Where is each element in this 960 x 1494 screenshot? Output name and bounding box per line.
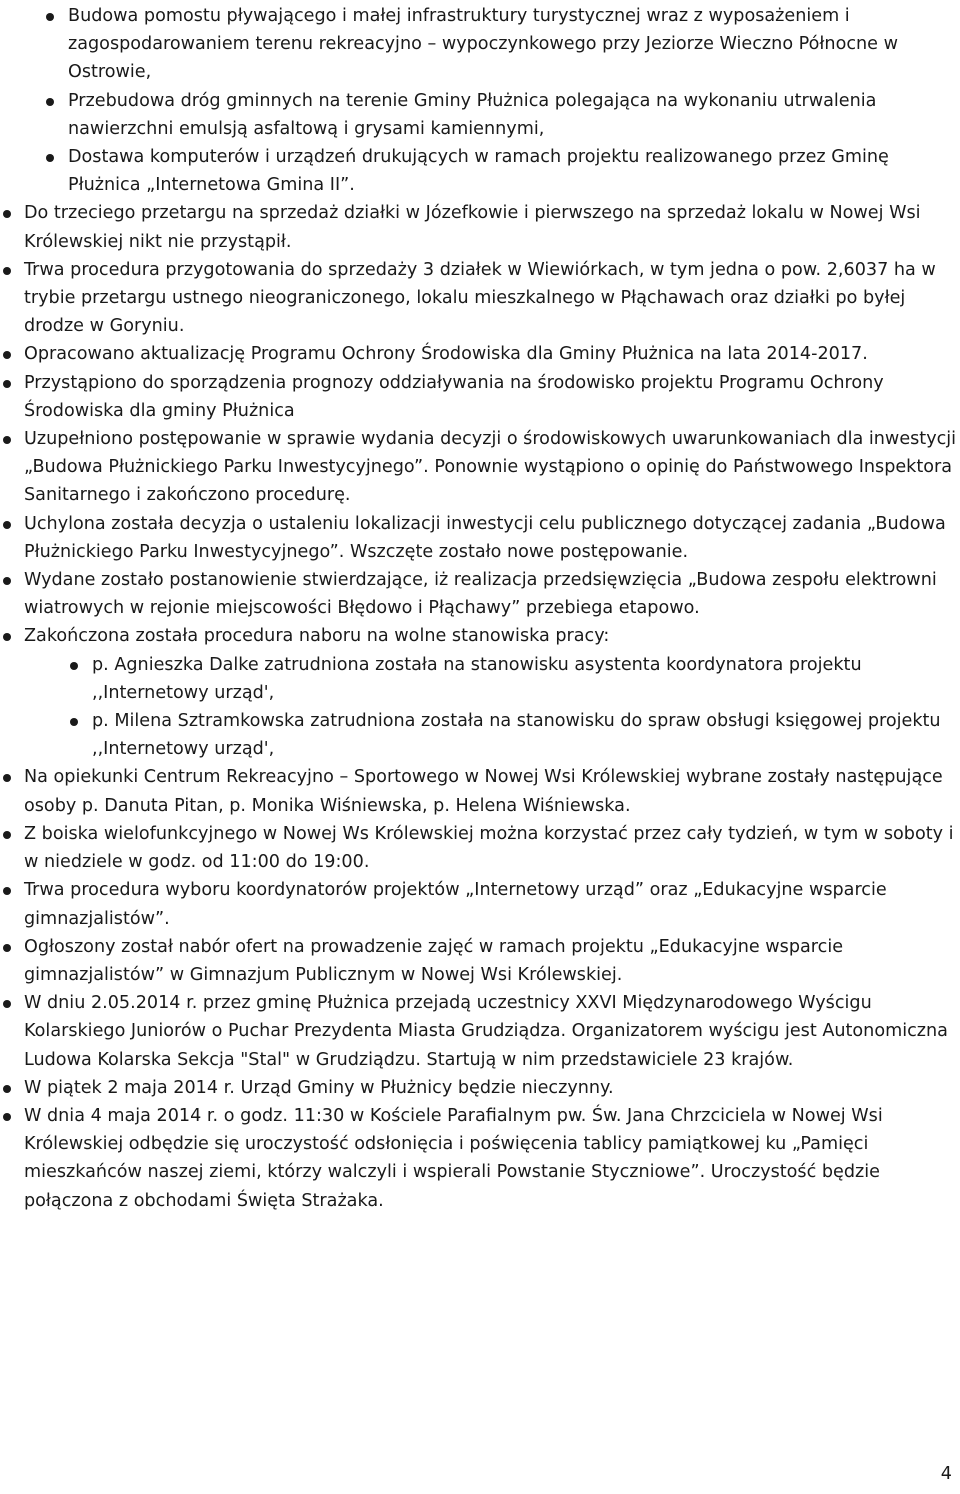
bullet-icon (46, 154, 54, 162)
list-item (0, 340, 958, 368)
list-item-text: Przystąpiono do sporządzenia prognozy oddziaływania na środowisko projektu Programu Ochrony Środowiska dla gminy Płużnica (24, 372, 884, 421)
list-item-text: Ogłoszony został nabór ofert na prowadzenie zajęć w ramach projektu „Edukacyjne wsparcie gimnazjalistów” w Gimnazjum Publicznym w Nowej Wsi Królewskiej. (24, 936, 844, 985)
bullet-icon (3, 436, 11, 444)
list-item-text: Uchylona została decyzja o ustaleniu lokalizacji inwestycji celu publicznego dotyczącej zadania „Budowa Płużnickiego Parku Inwestycyjnego”. Wszczęte zostało nowe postępowanie. (24, 513, 946, 562)
list-item (0, 1074, 958, 1102)
list-item-text: Przebudowa dróg gminnych na terenie Gminy Płużnica polegająca na wykonaniu utrwalenia nawierzchni emulsją asfaltową i grysami kamiennymi, (68, 90, 877, 139)
bullet-icon (46, 13, 54, 21)
list-item (0, 369, 958, 425)
list-item (0, 622, 958, 763)
list-item-text: Budowa pomostu pływającego i małej infrastruktury turystycznej wraz z wyposażeniem i zagospodarowaniem terenu rekreacyjno – wypoczynkowego przy Jeziorze Wieczno Północne w Ostrowie, (68, 6, 898, 83)
list-item (0, 566, 958, 622)
bullet-icon (3, 1113, 11, 1121)
bullet-icon (3, 831, 11, 839)
bullet-icon (70, 718, 78, 726)
list-item (0, 933, 958, 989)
bullet-icon (3, 633, 11, 641)
list-item-text: Opracowano aktualizację Programu Ochrony Środowiska dla Gminy Płużnica na lata 2014-2017. (24, 344, 868, 365)
sub-list-item-text: p. Agnieszka Dalke zatrudniona została na stanowisku asystenta koordynatora projektu ,,Internetowy urząd', (92, 654, 862, 703)
sub-list (24, 651, 958, 764)
bullet-icon (3, 521, 11, 529)
list-item (0, 87, 958, 143)
sub-list-item (24, 651, 958, 707)
bullet-icon (3, 210, 11, 218)
bullet-icon (3, 267, 11, 275)
bullet-icon (3, 774, 11, 782)
list-item (0, 989, 958, 1074)
bullet-icon (3, 887, 11, 895)
list-item (0, 876, 958, 932)
list-item-text: Z boiska wielofunkcyjnego w Nowej Ws Królewskiej można korzystać przez cały tydzień, w tym w soboty i w niedziele w godz. od 11:00 do 19:00. (24, 823, 954, 873)
list-item (0, 199, 958, 255)
list-item (0, 763, 958, 819)
list-item-text: Trwa procedura wyboru koordynatorów projektów „Internetowy urząd” oraz „Edukacyjne wsparcie gimnazjalistów”. (24, 880, 887, 929)
bullet-icon (3, 944, 11, 952)
list-item-text: W dnia 4 maja 2014 r. o godz. 11:30 w Kościele Parafialnym pw. Św. Jana Chrzciciela w Nowej Wsi Królewskiej odbędzie się uroczystość odsłonięcia i poświęcenia tablicy pamiątkowej ku „Pamięci mieszkańców naszej ziemi, którzy walczyli i wspierali Powstanie Styczniowe”. Uroczystość będzie połączona z obchodami Święta Strażaka. (24, 1105, 883, 1211)
sub-list-item (24, 707, 958, 763)
list-item-text: Trwa procedura przygotowania do sprzedaży 3 działek w Wiewiórkach, w tym jedna o pow. 2,6037 ha w trybie przetargu ustnego nieograniczonego, lokalu mieszkalnego w Płąchawach oraz działki po byłej drodze w Goryniu. (24, 259, 936, 337)
list-item-text: Zakończona została procedura naboru na wolne stanowiska pracy: (24, 626, 610, 647)
page-number: 4 (940, 1464, 952, 1484)
bullet-icon (3, 380, 11, 388)
sub-list-item-text: p. Milena Sztramkowska zatrudniona została na stanowisku do spraw obsługi księgowej projektu ,,Internetowy urząd', (92, 711, 941, 760)
list-item (0, 256, 958, 341)
bullet-icon (3, 577, 11, 585)
bullet-icon (46, 98, 54, 106)
list-item (0, 1102, 958, 1215)
list-item (0, 143, 958, 199)
list-item-text: Uzupełniono postępowanie w sprawie wydania decyzji o środowiskowych uwarunkowaniach dla inwestycji „Budowa Płużnickiego Parku Inwestycyjnego”. Ponownie wystąpiono o opinię do Państwowego Inspektora Sanitarnego i zakończono procedurę. (24, 429, 957, 506)
bullet-icon (3, 1085, 11, 1093)
list-item-text: Do trzeciego przetargu na sprzedaż działki w Józefkowie i pierwszego na sprzedaż lokalu w Nowej Wsi Królewskiej nikt nie przystąpił. (24, 203, 921, 252)
list-item-text: Na opiekunki Centrum Rekreacyjno – Sportowego w Nowej Wsi Królewskiej wybrane zostały następujące osoby p. Danuta Pitan, p. Monika Wiśniewska, p. Helena Wiśniewska. (24, 767, 943, 816)
list-item (0, 425, 958, 510)
list-item-text: Wydane zostało postanowienie stwierdzające, iż realizacja przedsięwzięcia „Budowa zespołu elektrowni wiatrowych w rejonie miejscowości Błędowo i Płąchawy” przebiega etapowo. (24, 570, 937, 619)
list-item-text: Dostawa komputerów i urządzeń drukujących w ramach projektu realizowanego przez Gminę Płużnica „Internetowa Gmina II”. (68, 147, 889, 196)
list-item-text: W dniu 2.05.2014 r. przez gminę Płużnica przejadą uczestnicy XXVI Międzynarodowego Wyścigu Kolarskiego Juniorów o Puchar Prezydenta Miasta Grudziądza. Organizatorem wyścigu jest Autonomiczna Ludowa Kolarska Sekcja "Stal" w Grudziądzu. Startują w nim przedstawiciele 23 krajów. (24, 993, 948, 1070)
bullet-icon (3, 351, 11, 359)
bullet-icon (70, 662, 78, 670)
list-item (0, 510, 958, 566)
list-item (0, 2, 958, 87)
list-item (0, 820, 958, 876)
bullet-list (0, 2, 958, 1215)
list-item-text: W piątek 2 maja 2014 r. Urząd Gminy w Płużnicy będzie nieczynny. (24, 1077, 614, 1098)
bullet-icon (3, 1000, 11, 1008)
